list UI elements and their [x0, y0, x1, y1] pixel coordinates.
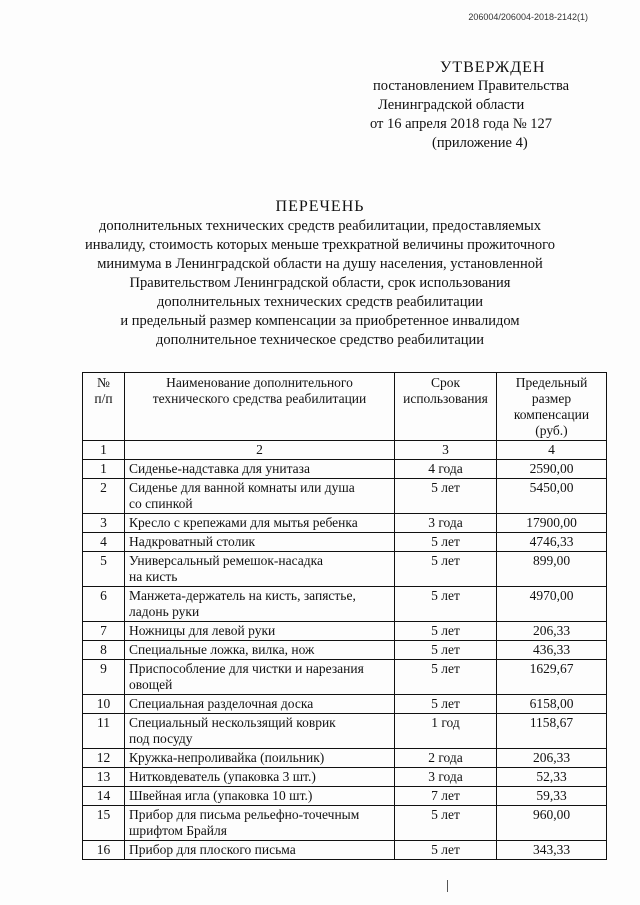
item-name-line: Надкроватный столик: [129, 534, 256, 549]
item-name: [125, 768, 395, 787]
subtitle-line: Правительством Ленинградской области, срок использования: [129, 275, 511, 291]
item-name-line: Сиденье для ванной комнаты или душа: [129, 480, 355, 495]
row-number: 16: [83, 841, 125, 860]
table-row: [83, 479, 607, 514]
max-compensation: 59,33: [497, 787, 607, 806]
usage-term: 4 года: [395, 460, 497, 479]
item-name: [125, 533, 395, 552]
item-name-line: Универсальный ремешок-насадка: [129, 553, 323, 568]
usage-term: 3 года: [395, 768, 497, 787]
header-price-line: Предельный: [515, 375, 588, 390]
item-name: [125, 479, 395, 514]
item-name-line: Специальная разделочная доска: [129, 696, 314, 711]
max-compensation: 4970,00: [497, 587, 607, 622]
column-index: 3: [395, 441, 497, 460]
row-number: 12: [83, 749, 125, 768]
max-compensation: 2590,00: [497, 460, 607, 479]
header-price-line: размер: [531, 391, 572, 406]
table-row: [83, 641, 607, 660]
subtitle-line: инвалиду, стоимость которых меньше трехкратной величины прожиточного: [85, 237, 555, 253]
subtitle-line: дополнительное техническое средство реабилитации: [155, 332, 485, 348]
item-name: [125, 641, 395, 660]
usage-term: 1 год: [395, 714, 497, 749]
scan-mark: [447, 880, 448, 892]
row-number: 3: [83, 514, 125, 533]
approval-block: [360, 58, 600, 153]
subtitle-line: и предельный размер компенсации за приобретенное инвалидом: [120, 313, 520, 329]
usage-term: 5 лет: [395, 533, 497, 552]
row-number: 9: [83, 660, 125, 695]
usage-term: 7 лет: [395, 787, 497, 806]
table-row: [83, 552, 607, 587]
item-name-line: Прибор для письма рельефно-точечным: [129, 807, 360, 822]
subtitle-line: минимума в Ленинградской области на душу населения, установленной: [97, 256, 543, 272]
header-term: [395, 373, 497, 441]
subtitle-line: дополнительных технических средств реабилитации: [157, 294, 483, 310]
table-row: [83, 514, 607, 533]
usage-term: 2 года: [395, 749, 497, 768]
max-compensation: 436,33: [497, 641, 607, 660]
item-name-line: Специальный нескользящий коврик: [129, 715, 336, 730]
usage-term: 5 лет: [395, 641, 497, 660]
column-index: 2: [125, 441, 395, 460]
table-row: [83, 806, 607, 841]
max-compensation: 343,33: [497, 841, 607, 860]
usage-term: 5 лет: [395, 587, 497, 622]
item-name: [125, 749, 395, 768]
max-compensation: 206,33: [497, 749, 607, 768]
table-row: [83, 587, 607, 622]
max-compensation: 899,00: [497, 552, 607, 587]
item-name: [125, 806, 395, 841]
header-num: [83, 373, 125, 441]
row-number: 10: [83, 695, 125, 714]
item-name-line: ладонь руки: [129, 604, 200, 619]
usage-term: 5 лет: [395, 479, 497, 514]
item-name: [125, 714, 395, 749]
row-number: 5: [83, 552, 125, 587]
item-name-line: Швейная игла (упаковка 10 шт.): [129, 788, 313, 803]
table-row: [83, 749, 607, 768]
row-number: 13: [83, 768, 125, 787]
usage-term: 5 лет: [395, 552, 497, 587]
row-number: 4: [83, 533, 125, 552]
usage-term: 5 лет: [395, 695, 497, 714]
item-name-line: со спинкой: [129, 496, 193, 511]
table-row: [83, 787, 607, 806]
max-compensation: 6158,00: [497, 695, 607, 714]
max-compensation: 17900,00: [497, 514, 607, 533]
max-compensation: 5450,00: [497, 479, 607, 514]
approval-line: Ленинградской области: [378, 97, 525, 113]
item-name-line: Кресло с крепежами для мытья ребенка: [129, 515, 358, 530]
item-name: [125, 587, 395, 622]
item-name: [125, 841, 395, 860]
item-name-line: Ножницы для левой руки: [129, 623, 276, 638]
item-name-line: овощей: [129, 677, 173, 692]
header-price-line: компенсации: [513, 407, 590, 422]
item-name-line: под посуду: [129, 731, 193, 746]
item-name: [125, 787, 395, 806]
header-term-line: Срок: [430, 375, 461, 390]
item-name-line: Приспособление для чистки и нарезания: [129, 661, 364, 676]
table-row: [83, 695, 607, 714]
approval-line: постановлением Правительства: [373, 78, 570, 94]
item-name: [125, 660, 395, 695]
column-index: 4: [497, 441, 607, 460]
header-term-line: использования: [403, 391, 488, 406]
header-price: [497, 373, 607, 441]
row-number: 7: [83, 622, 125, 641]
item-name: [125, 622, 395, 641]
row-number: 1: [83, 460, 125, 479]
approval-line: (приложение 4): [432, 135, 528, 151]
item-name-line: Специальные ложка, вилка, нож: [129, 642, 315, 657]
header-name-line: технического средства реабилитации: [152, 391, 367, 406]
header-num-line: №: [97, 375, 110, 390]
item-name: [125, 695, 395, 714]
max-compensation: 206,33: [497, 622, 607, 641]
usage-term: 5 лет: [395, 622, 497, 641]
document-id: 206004/206004-2018-2142(1): [468, 12, 588, 22]
max-compensation: 960,00: [497, 806, 607, 841]
item-name-line: Прибор для плоского письма: [129, 842, 296, 857]
usage-term: 5 лет: [395, 806, 497, 841]
item-name-line: на кисть: [129, 569, 178, 584]
header-num-line: п/п: [94, 391, 113, 406]
item-name-line: Нитковдеватель (упаковка 3 шт.): [129, 769, 316, 784]
item-name-line: Кружка-непроливайка (поильник): [129, 750, 325, 765]
item-name-line: Сиденье-надставка для унитаза: [129, 461, 310, 476]
item-name-line: Манжета-держатель на кисть, запястье,: [129, 588, 356, 603]
usage-term: 5 лет: [395, 660, 497, 695]
max-compensation: 52,33: [497, 768, 607, 787]
header-name: [125, 373, 395, 441]
row-number: 15: [83, 806, 125, 841]
header-name-line: Наименование дополнительного: [166, 375, 353, 390]
usage-term: 3 года: [395, 514, 497, 533]
list-title: ПЕРЕЧЕНЬ: [275, 198, 365, 215]
row-number: 2: [83, 479, 125, 514]
table-row: [83, 460, 607, 479]
header-row: [83, 373, 607, 441]
item-name: [125, 514, 395, 533]
row-number: 11: [83, 714, 125, 749]
table-row: [83, 533, 607, 552]
item-name: [125, 552, 395, 587]
max-compensation: 1629,67: [497, 660, 607, 695]
approval-line: от 16 апреля 2018 года № 127: [370, 116, 553, 132]
max-compensation: 1158,67: [497, 714, 607, 749]
table-row: [83, 768, 607, 787]
item-name-line: шрифтом Брайля: [129, 823, 227, 838]
table-row: [83, 660, 607, 695]
column-index-row: [83, 441, 607, 460]
column-index: 1: [83, 441, 125, 460]
header-price-line: (руб.): [535, 423, 568, 438]
usage-term: 5 лет: [395, 841, 497, 860]
rehab-items-table: [82, 372, 607, 860]
row-number: 14: [83, 787, 125, 806]
table-row: [83, 622, 607, 641]
list-subtitle: [0, 217, 640, 350]
item-name: [125, 460, 395, 479]
table-row: [83, 714, 607, 749]
approval-title: УТВЕРЖДЕН: [440, 59, 546, 76]
row-number: 8: [83, 641, 125, 660]
max-compensation: 4746,33: [497, 533, 607, 552]
row-number: 6: [83, 587, 125, 622]
table-row: [83, 841, 607, 860]
subtitle-line: дополнительных технических средств реабилитации, предоставляемых: [98, 218, 541, 234]
